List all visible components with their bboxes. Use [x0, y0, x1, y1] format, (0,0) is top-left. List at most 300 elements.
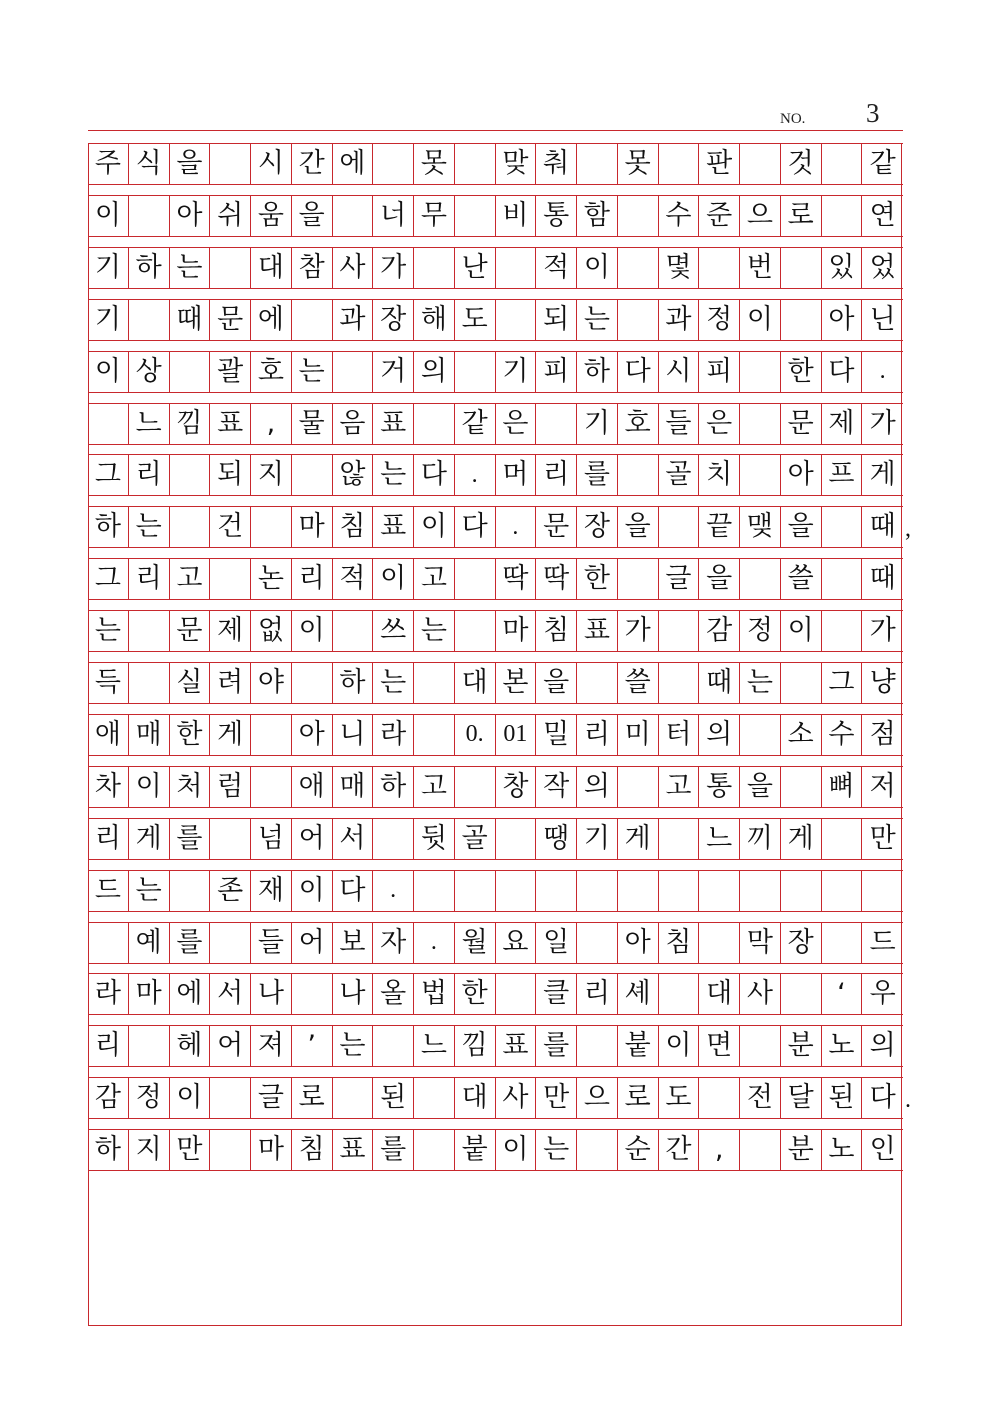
empty-cell [577, 143, 618, 184]
character-cell: 대 [455, 662, 496, 703]
empty-cell [699, 1077, 740, 1118]
character-cell: 가 [618, 610, 659, 651]
character-cell: 사 [740, 973, 781, 1014]
character-cell: 같 [455, 403, 496, 444]
row-rule [88, 547, 903, 548]
row-rule [88, 818, 903, 819]
character-cell: 너 [373, 195, 414, 236]
character-cell: 드 [88, 870, 129, 911]
character-cell: 글 [659, 558, 700, 599]
character-cell: 처 [170, 766, 211, 807]
character-cell: 는 [577, 299, 618, 340]
character-cell: 작 [536, 766, 577, 807]
character-cell: 로 [781, 195, 822, 236]
character-cell: 적 [536, 247, 577, 288]
manuscript-row [88, 247, 903, 288]
character-cell: 지 [129, 1129, 170, 1170]
empty-cell [781, 247, 822, 288]
character-cell: 의 [699, 714, 740, 755]
character-cell: 대 [251, 247, 292, 288]
empty-cell [659, 870, 700, 911]
empty-cell [333, 610, 374, 651]
row-rule [88, 143, 903, 144]
character-cell: 인 [869, 1134, 896, 1166]
character-cell: 침 [536, 610, 577, 651]
character-cell: 장 [781, 922, 822, 963]
empty-cell [129, 299, 170, 340]
character-cell: 표 [496, 1025, 537, 1066]
empty-cell [659, 506, 700, 547]
character-cell: 되 [210, 454, 251, 495]
manuscript-row [88, 195, 903, 236]
row-rule [88, 662, 903, 663]
header-rule [88, 130, 903, 131]
character-cell: 실 [170, 662, 211, 703]
empty-cell [129, 195, 170, 236]
empty-cell [414, 403, 455, 444]
empty-cell [659, 818, 700, 859]
character-cell: 법 [414, 973, 455, 1014]
empty-cell [88, 403, 129, 444]
empty-cell [577, 1129, 618, 1170]
empty-cell [455, 351, 496, 392]
character-cell: 사 [333, 247, 374, 288]
margin-punctuation: , [905, 516, 911, 543]
character-cell: 때 [699, 662, 740, 703]
character-cell: 우 [869, 978, 896, 1010]
character-cell: 붙 [618, 1025, 659, 1066]
character-cell: 땡 [536, 818, 577, 859]
character-cell: 을 [781, 506, 822, 547]
character-cell: 지 [251, 454, 292, 495]
character-cell: 만 [170, 1129, 211, 1170]
empty-cell [170, 351, 211, 392]
character-cell: 과 [659, 299, 700, 340]
character-cell: 한 [577, 558, 618, 599]
empty-cell [577, 1025, 618, 1066]
character-cell: 를 [170, 818, 211, 859]
empty-cell [210, 143, 251, 184]
character-cell: 참 [292, 247, 333, 288]
character-cell: 대 [699, 973, 740, 1014]
empty-cell [618, 299, 659, 340]
empty-cell [699, 870, 740, 911]
character-cell: 게 [869, 459, 896, 491]
character-cell: 때 [869, 511, 896, 543]
empty-cell [333, 195, 374, 236]
character-cell: 게 [210, 714, 251, 755]
character-cell: 게 [618, 818, 659, 859]
empty-cell [699, 922, 740, 963]
character-cell: 득 [88, 662, 129, 703]
character-cell: 쉬 [210, 195, 251, 236]
empty-cell [496, 870, 537, 911]
character-cell: 재 [251, 870, 292, 911]
character-cell: 끼 [740, 818, 781, 859]
character-cell: 이 [740, 299, 781, 340]
character-cell: 주 [88, 143, 129, 184]
character-cell: 못 [618, 143, 659, 184]
character-cell: . [455, 454, 496, 495]
character-cell: 괄 [210, 351, 251, 392]
empty-cell [210, 1129, 251, 1170]
character-cell: 는 [414, 610, 455, 651]
empty-cell [822, 195, 863, 236]
empty-cell [170, 870, 211, 911]
character-cell: 도 [659, 1077, 700, 1118]
row-rule [88, 714, 903, 715]
character-cell: 침 [659, 922, 700, 963]
empty-cell [210, 558, 251, 599]
character-cell: 분 [781, 1025, 822, 1066]
character-cell: 나 [251, 973, 292, 1014]
character-cell: 비 [496, 195, 537, 236]
character-cell: 뼈 [822, 766, 863, 807]
character-cell: 함 [577, 195, 618, 236]
character-cell: 같 [869, 148, 896, 179]
empty-cell [740, 351, 781, 392]
character-cell: 으 [577, 1077, 618, 1118]
character-cell: 논 [251, 558, 292, 599]
character-cell: 장 [373, 299, 414, 340]
row-rule [88, 351, 903, 352]
character-cell: 기 [88, 247, 129, 288]
character-cell: 해 [414, 299, 455, 340]
row-rule [88, 963, 903, 964]
row-rule [88, 1077, 903, 1078]
character-cell: 리 [577, 973, 618, 1014]
character-cell: 표 [333, 1129, 374, 1170]
empty-cell [822, 143, 863, 184]
character-cell: 이 [88, 195, 129, 236]
character-cell: 때 [170, 299, 211, 340]
empty-cell [210, 922, 251, 963]
character-cell: 적 [333, 558, 374, 599]
character-cell: 이 [292, 610, 333, 651]
manuscript-row [88, 1077, 903, 1118]
row-rule [88, 247, 903, 248]
empty-cell [414, 714, 455, 755]
character-cell: 준 [699, 195, 740, 236]
character-cell: 수 [822, 714, 863, 755]
character-cell: 다 [822, 351, 863, 392]
character-cell: 막 [740, 922, 781, 963]
row-rule [88, 651, 903, 652]
character-cell: 을 [170, 143, 211, 184]
row-rule [88, 495, 903, 496]
character-cell: 이 [781, 610, 822, 651]
character-cell: 간 [292, 143, 333, 184]
row-rule [88, 599, 903, 600]
character-cell: 되 [536, 299, 577, 340]
character-cell: , [699, 1129, 740, 1170]
character-cell: 간 [659, 1129, 700, 1170]
manuscript-row [88, 454, 903, 495]
character-cell: 로 [618, 1077, 659, 1118]
row-rule [88, 755, 903, 756]
character-cell: 가 [869, 407, 896, 439]
character-cell: 는 [536, 1129, 577, 1170]
character-cell: 차 [88, 766, 129, 807]
character-cell: 의 [869, 1030, 896, 1062]
character-cell: 를 [536, 1025, 577, 1066]
character-cell: 표 [373, 506, 414, 547]
character-cell: 된 [822, 1077, 863, 1118]
character-cell: 어 [292, 818, 333, 859]
character-cell: ’ [292, 1025, 333, 1066]
character-cell: 기 [496, 351, 537, 392]
row-rule [88, 859, 903, 860]
character-cell: 마 [251, 1129, 292, 1170]
row-rule [88, 506, 903, 507]
character-cell: 전 [740, 1077, 781, 1118]
row-rule [88, 911, 903, 912]
character-cell: 01 [496, 714, 537, 755]
character-cell: 있 [822, 247, 863, 288]
empty-cell [699, 247, 740, 288]
character-cell: 거 [373, 351, 414, 392]
empty-cell [129, 662, 170, 703]
character-cell: 연 [869, 199, 896, 231]
character-cell: 몇 [659, 247, 700, 288]
character-cell: 리 [129, 454, 170, 495]
empty-cell [455, 195, 496, 236]
empty-cell [210, 247, 251, 288]
character-cell: 마 [292, 506, 333, 547]
character-cell: 아 [170, 195, 211, 236]
character-cell: 를 [170, 922, 211, 963]
character-cell: 정 [699, 299, 740, 340]
character-cell: 글 [251, 1077, 292, 1118]
row-rule [88, 299, 903, 300]
empty-cell [536, 403, 577, 444]
character-cell: 장 [577, 506, 618, 547]
character-cell: 야 [251, 662, 292, 703]
character-cell: 가 [373, 247, 414, 288]
character-cell: 가 [869, 615, 896, 647]
character-cell: 면 [699, 1025, 740, 1066]
manuscript-row [88, 973, 903, 1014]
character-cell: 쓸 [618, 662, 659, 703]
character-cell: 호 [251, 351, 292, 392]
character-cell: 은 [699, 403, 740, 444]
empty-cell [170, 454, 211, 495]
character-cell: 이 [88, 351, 129, 392]
character-cell: 맞 [496, 143, 537, 184]
character-cell: 치 [699, 454, 740, 495]
character-cell: 쓸 [781, 558, 822, 599]
character-cell: 프 [822, 454, 863, 495]
empty-cell [781, 662, 822, 703]
character-cell: 건 [210, 506, 251, 547]
empty-cell [414, 247, 455, 288]
character-cell: 감 [88, 1077, 129, 1118]
row-rule [88, 922, 903, 923]
character-cell: 클 [536, 973, 577, 1014]
character-cell: 는 [373, 662, 414, 703]
character-cell: 고 [170, 558, 211, 599]
character-cell: 느 [414, 1025, 455, 1066]
row-rule [88, 444, 903, 445]
row-rule [88, 195, 903, 196]
character-cell: 리 [577, 714, 618, 755]
empty-cell [251, 714, 292, 755]
character-cell: 기 [577, 818, 618, 859]
empty-cell [455, 870, 496, 911]
manuscript-row [88, 558, 903, 599]
empty-cell [740, 143, 781, 184]
empty-cell [822, 818, 863, 859]
character-cell: 리 [129, 558, 170, 599]
character-cell: 을 [618, 506, 659, 547]
character-cell: 고 [414, 766, 455, 807]
character-cell: 붙 [455, 1129, 496, 1170]
character-cell: 에 [170, 973, 211, 1014]
character-cell: 제 [210, 610, 251, 651]
character-cell: 려 [210, 662, 251, 703]
empty-cell [210, 1077, 251, 1118]
character-cell: 의 [577, 766, 618, 807]
empty-cell [414, 1129, 455, 1170]
empty-cell [577, 662, 618, 703]
empty-cell [292, 973, 333, 1014]
manuscript-row [88, 610, 903, 651]
character-cell: 는 [333, 1025, 374, 1066]
character-cell: 통 [699, 766, 740, 807]
character-cell: 는 [740, 662, 781, 703]
character-cell: 으 [740, 195, 781, 236]
character-cell: 쓰 [373, 610, 414, 651]
character-cell: 라 [88, 973, 129, 1014]
character-cell: 밀 [536, 714, 577, 755]
character-cell: 정 [740, 610, 781, 651]
character-cell: 한 [170, 714, 211, 755]
character-cell: 고 [414, 558, 455, 599]
row-rule [88, 1066, 903, 1067]
empty-cell [333, 351, 374, 392]
character-cell: ‘ [822, 973, 863, 1014]
empty-cell [577, 922, 618, 963]
character-cell: 하 [88, 506, 129, 547]
empty-cell [740, 1025, 781, 1066]
row-rule [88, 870, 903, 871]
character-cell: 때 [869, 563, 896, 595]
character-cell: . [414, 922, 455, 963]
character-cell: 다 [618, 351, 659, 392]
manuscript-row [88, 870, 903, 911]
character-cell: 정 [129, 1077, 170, 1118]
empty-cell [414, 870, 455, 911]
character-cell: 문 [536, 506, 577, 547]
character-cell: 는 [373, 454, 414, 495]
character-cell: 시 [251, 143, 292, 184]
empty-cell [333, 1077, 374, 1118]
character-cell: 애 [88, 714, 129, 755]
empty-cell [740, 1129, 781, 1170]
character-cell: 마 [129, 973, 170, 1014]
character-cell: 그 [88, 558, 129, 599]
character-cell: 감 [699, 610, 740, 651]
empty-cell [618, 558, 659, 599]
empty-cell [496, 973, 537, 1014]
character-cell: 매 [333, 766, 374, 807]
empty-cell [129, 610, 170, 651]
character-cell: 게 [129, 818, 170, 859]
character-cell: 만 [536, 1077, 577, 1118]
character-cell: 일 [536, 922, 577, 963]
character-cell: 하 [577, 351, 618, 392]
character-cell: 딱 [496, 558, 537, 599]
page-number-label: NO. [780, 111, 806, 127]
character-cell: 다 [414, 454, 455, 495]
manuscript-row [88, 766, 903, 807]
empty-cell [251, 766, 292, 807]
character-cell: 들 [659, 403, 700, 444]
character-cell: 자 [373, 922, 414, 963]
empty-cell [740, 454, 781, 495]
character-cell: 딱 [536, 558, 577, 599]
character-cell: 예 [129, 922, 170, 963]
character-cell: 나 [333, 973, 374, 1014]
character-cell: 이 [129, 766, 170, 807]
character-cell: 어 [292, 922, 333, 963]
character-cell: 아 [781, 454, 822, 495]
character-cell: 이 [414, 506, 455, 547]
empty-cell [659, 973, 700, 1014]
row-rule [88, 236, 903, 237]
character-cell: 하 [333, 662, 374, 703]
character-cell: 그 [822, 662, 863, 703]
character-cell: 게 [781, 818, 822, 859]
character-cell: 통 [536, 195, 577, 236]
character-cell: . [496, 506, 537, 547]
character-cell: 는 [129, 870, 170, 911]
character-cell: 냥 [869, 667, 896, 698]
character-cell: 이 [577, 247, 618, 288]
empty-cell [659, 610, 700, 651]
character-cell: 물 [292, 403, 333, 444]
character-cell: 다 [869, 1082, 896, 1114]
manuscript-row [88, 299, 903, 340]
character-cell: 제 [822, 403, 863, 444]
character-cell: 요 [496, 922, 537, 963]
empty-cell [292, 662, 333, 703]
character-cell: 기 [88, 299, 129, 340]
empty-cell [822, 558, 863, 599]
character-cell: 도 [455, 299, 496, 340]
character-cell: 리 [292, 558, 333, 599]
character-cell: 을 [740, 766, 781, 807]
character-cell: 시 [659, 351, 700, 392]
row-rule [88, 807, 903, 808]
character-cell: 매 [129, 714, 170, 755]
character-cell: 판 [699, 143, 740, 184]
character-cell: 한 [455, 973, 496, 1014]
character-cell: 느 [129, 403, 170, 444]
character-cell: 들 [251, 922, 292, 963]
character-cell: 뒷 [414, 818, 455, 859]
character-cell: 하 [88, 1129, 129, 1170]
character-cell: 다 [333, 870, 374, 911]
character-cell: 리 [536, 454, 577, 495]
character-cell: 없 [251, 610, 292, 651]
empty-cell [740, 870, 781, 911]
row-rule [88, 403, 903, 404]
character-cell: 사 [496, 1077, 537, 1118]
character-cell: 미 [618, 714, 659, 755]
character-cell: 를 [373, 1129, 414, 1170]
row-rule [88, 1014, 903, 1015]
